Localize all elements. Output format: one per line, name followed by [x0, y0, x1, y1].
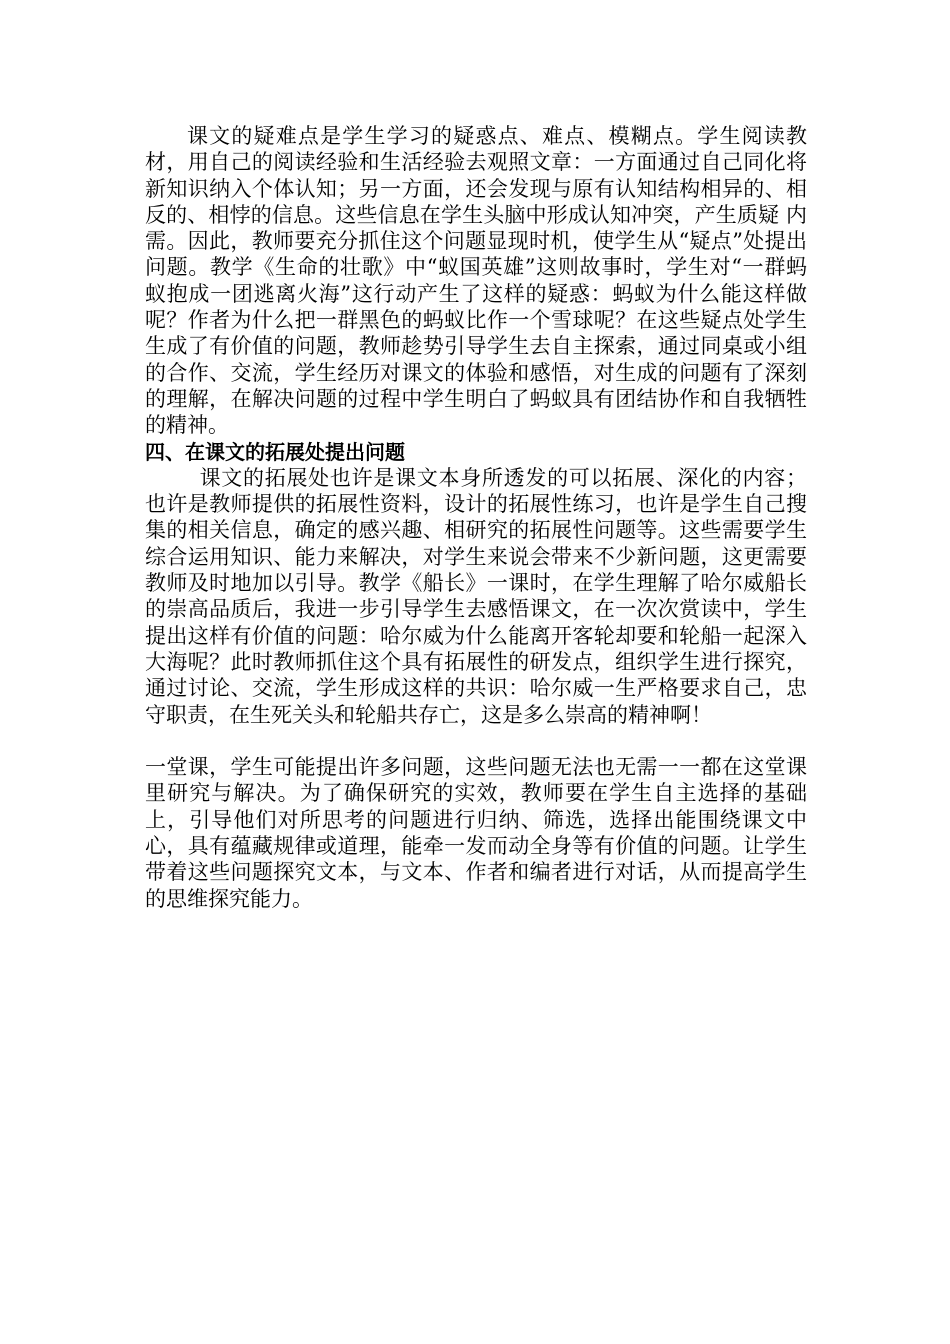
section-heading-extension: 四、在课文的拓展处提出问题 [145, 439, 405, 464]
document-body [145, 123, 807, 912]
blank-line [145, 728, 807, 754]
paragraph-difficult-points: 课文的疑难点是学生学习的疑惑点、难点、模糊点。学生阅读教材，用自己的阅读经验和生活经验去观照文章：一方面通过自己同化将新知识纳入个体认知；另一方面，还会发现与原有认知结构相异的、相反的、相悖的信息。这些信息在学生头脑中形成认知冲突，产生质疑 内需。因此，教师要充分抓住这个问题显现时机，使学生从“疑点”处提出问题。教学《生命的壮歌》中“蚁国英雄”这则故事时，学生对“一群蚂蚁抱成一团逃离火海”这行动产生了这样的疑惑：蚂蚁为什么能这样做呢？作者为什么把一群黑色的蚂蚁比作一个雪球呢？在这些疑点处学生生成了有价值的问题，教师趁势引导学生去自主探索，通过同桌或小组的合作、交流，学生经历对课文的体验和感悟，对生成的问题有了深刻的理解，在解决问题的过程中学生明白了蚂蚁具有团结协作和自我牺牲的精神。 [145, 124, 807, 438]
paragraph-conclusion: 一堂课，学生可能提出许多问题，这些问题无法也无需一一都在这堂课里研究与解决。为了确保研究的实效，教师要在学生自主选择的基础上，引导他们对所思考的问题进行归纳、筛选，选择出能围绕课文中心，具有蕴藏规律或道理，能牵一发而动全身等有价值的问题。让学生带着这些问题探究文本，与文本、作者和编者进行对话，从而提高学生的思维探究能力。 [145, 755, 807, 911]
paragraph-extension-points: 课文的拓展处也许是课文本身所透发的可以拓展、深化的内容；也许是教师提供的拓展性资料，设计的拓展性练习，也许是学生自己搜集的相关信息，确定的感兴趣、相研究的拓展性问题等。这些需要学生综合运用知识、能力来解决，对学生来说会带来不少新问题，这更需要教师及时地加以引导。教学《船长》一课时，在学生理解了哈尔威船长的崇高品质后，我进一步引导学生去感悟课文，在一次次赏读中，学生提出这样有价值的问题：哈尔威为什么能离开客轮却要和轮船一起深入大海呢？此时教师抓住这个具有拓展性的研发点，组织学生进行探究，通过讨论、交流，学生形成这样的共识：哈尔威一生严格要求自己，忠守职责，在生死关头和轮船共存亡，这是多么崇高的精神啊！ [145, 465, 807, 727]
